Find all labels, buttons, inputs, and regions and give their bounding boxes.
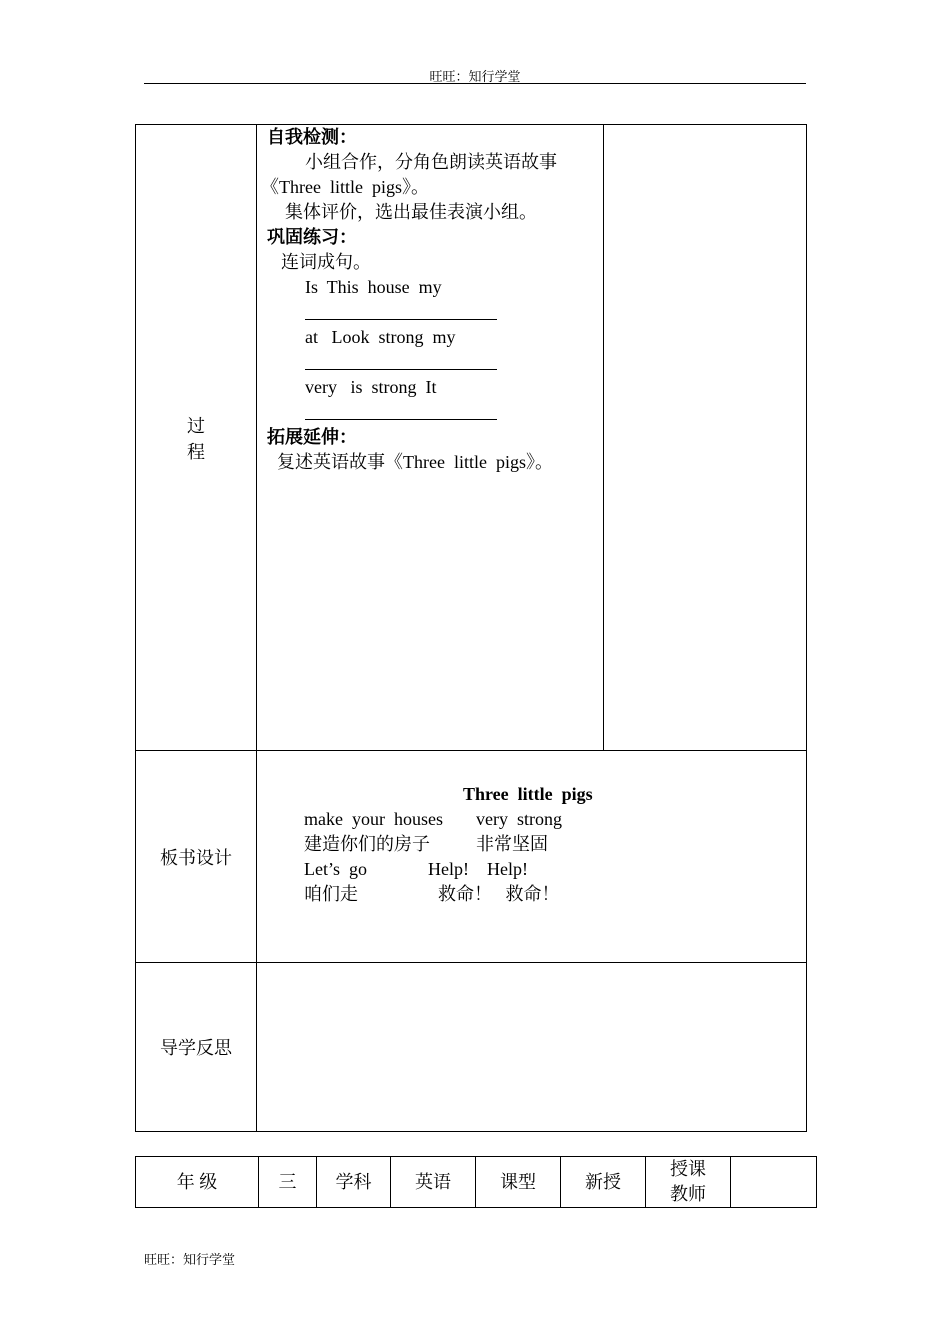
board-title: Three little pigs — [463, 784, 593, 804]
board-row2-en-right: Help! Help! — [428, 859, 528, 879]
teacher-label — [646, 1157, 731, 1208]
process-content-cell — [257, 125, 604, 751]
exercise-answer-line — [267, 300, 603, 325]
exercise-answer-line — [267, 400, 603, 425]
board-row1-en-left: make your houses — [304, 809, 443, 829]
grade-value: 三 — [259, 1157, 317, 1208]
self-check-line3: 集体评价，选出最佳表演小组。 — [285, 202, 537, 222]
process-notes-cell — [604, 125, 807, 751]
teacher-value — [731, 1157, 817, 1208]
self-check-line2: 《Three little pigs》。 — [261, 177, 429, 197]
board-label-cell — [136, 751, 257, 963]
board-row1-en-right: very strong — [476, 809, 562, 829]
exercise-answer-line — [267, 350, 603, 375]
subject-value: 英语 — [391, 1157, 476, 1208]
header-rule — [144, 83, 806, 84]
grade-label: 年 级 — [136, 1157, 259, 1208]
teacher-label-line2: 教师 — [670, 1184, 706, 1204]
process-label-line2: 程 — [187, 441, 205, 462]
reflection-label-cell — [136, 963, 257, 1132]
process-label-cell — [136, 125, 257, 751]
teacher-label-line1: 授课 — [670, 1159, 706, 1179]
lesson-plan-table — [135, 124, 807, 1132]
board-row2-cn-right: 救命！ 救命！ — [438, 884, 560, 904]
lesson-type-label: 课型 — [476, 1157, 561, 1208]
reflection-content-cell — [257, 963, 807, 1132]
process-label-line1: 过 — [187, 415, 205, 436]
board-row — [136, 751, 807, 963]
info-row — [136, 1157, 817, 1208]
practice-instruction: 连词成句。 — [281, 252, 371, 272]
process-row — [136, 125, 807, 751]
reflection-label: 导学反思 — [160, 1038, 232, 1058]
board-row2-en-left: Let’s go — [304, 859, 367, 879]
reflection-row — [136, 963, 807, 1132]
exercise-words: very is strong It — [305, 377, 437, 397]
self-check-heading: 自我检测： — [267, 127, 357, 147]
page-header: 旺旺：知行学堂 — [429, 69, 521, 84]
page-footer: 旺旺：知行学堂 — [144, 1252, 236, 1267]
subject-label: 学科 — [317, 1157, 391, 1208]
exercise-words: at Look strong my — [305, 327, 456, 347]
board-row2-cn-left: 咱们走 — [304, 884, 358, 904]
lesson-info-table — [135, 1156, 817, 1208]
extension-text: 复述英语故事《Three little pigs》。 — [277, 452, 553, 472]
board-row1-cn-right: 非常坚固 — [476, 834, 548, 854]
lesson-type-value: 新授 — [561, 1157, 646, 1208]
board-content-cell — [257, 751, 807, 963]
extension-heading: 拓展延伸： — [267, 427, 357, 447]
practice-heading: 巩固练习： — [267, 227, 357, 247]
board-row1-cn-left: 建造你们的房子 — [304, 834, 430, 854]
exercise-words: Is This house my — [305, 277, 442, 297]
self-check-line1: 小组合作，分角色朗读英语故事 — [305, 152, 557, 172]
board-label: 板书设计 — [160, 847, 232, 868]
